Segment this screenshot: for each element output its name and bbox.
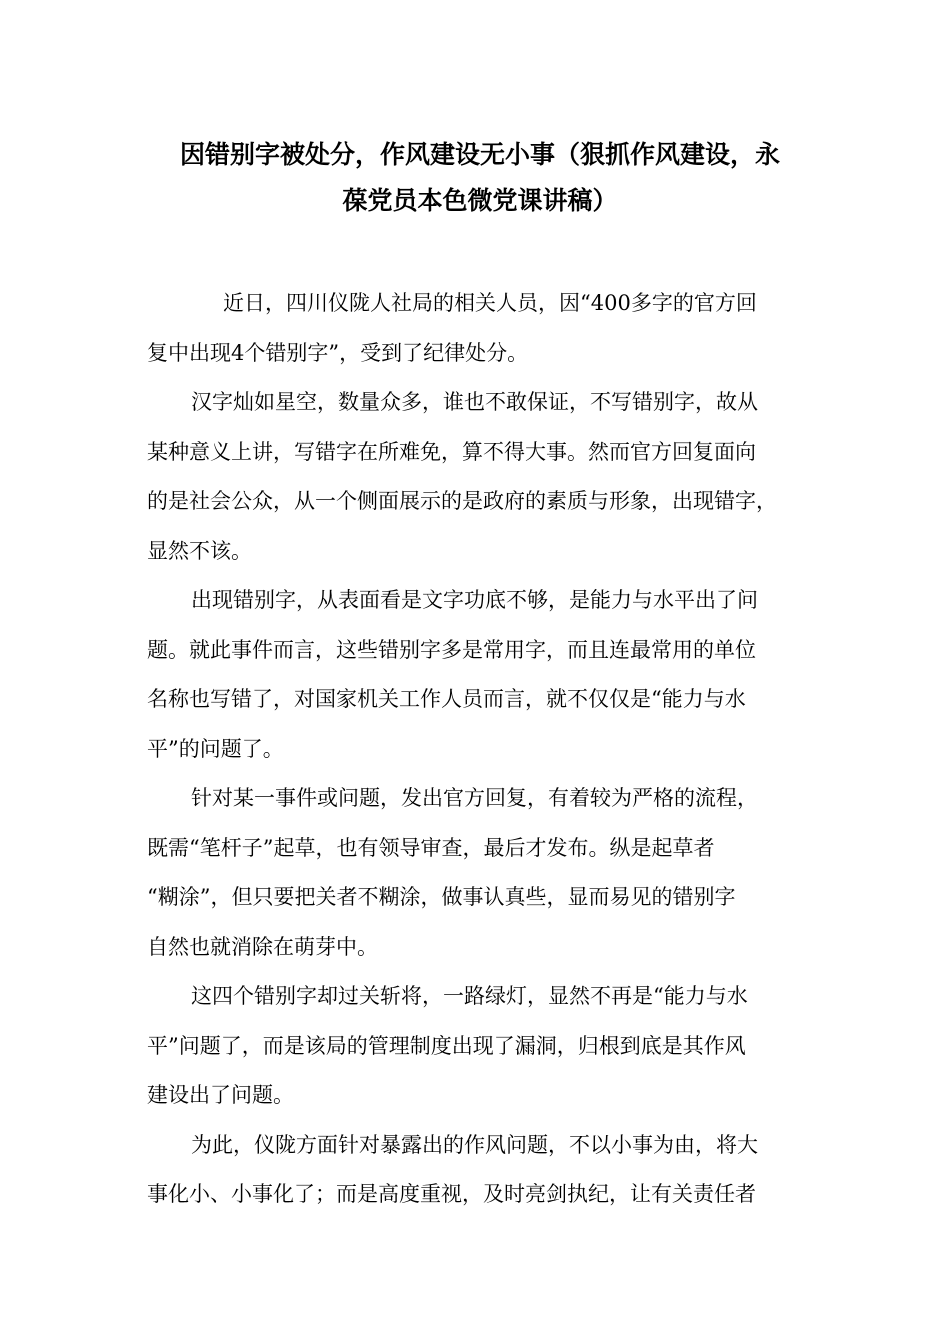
paragraph-line: 这四个错别字却过关斩将，一路绿灯，显然不再是“能力与水 (191, 984, 748, 1008)
paragraph-line: 出现错别字，从表面看是文字功底不够，是能力与水平出了问 (191, 588, 758, 612)
paragraph-2 (147, 378, 807, 576)
paragraph-line: 建设出了问题。 (147, 1083, 294, 1107)
paragraph-line: 近日，四川仪陇人社局的相关人员，因“400多字的官方回 (223, 291, 757, 315)
paragraph-line: 复中出现4个错别字”，受到了纪律处分。 (147, 340, 529, 365)
paragraph-line: 汉字灿如星空，数量众多，谁也不敢保证，不写错别字，故从 (191, 390, 758, 414)
paragraph-4 (147, 774, 807, 972)
document-title (150, 132, 810, 224)
paragraph-line: 某种意义上讲，写错字在所难免，算不得大事。然而官方回复面向 (147, 439, 756, 464)
paragraph-line: 平”问题了，而是该局的管理制度出现了漏洞，归根到底是其作风 (147, 1033, 746, 1058)
paragraph-line: 名称也写错了，对国家机关工作人员而言，就不仅仅是“能力与水 (147, 687, 746, 711)
paragraph-line: 事化小、小事化了；而是高度重视，及时亮剑执纪，让有关责任者 (147, 1182, 756, 1206)
paragraph-line: 为此，仪陇方面针对暴露出的作风问题，不以小事为由，将大 (191, 1132, 758, 1157)
paragraph-line: 平”的问题了。 (147, 736, 284, 761)
paragraph-line: 题。就此事件而言，这些错别字多是常用字，而且连最常用的单位 (147, 637, 756, 662)
paragraph-3 (147, 576, 807, 774)
document-body (147, 279, 807, 1220)
paragraph-1 (147, 279, 807, 378)
paragraph-line: 自然也就消除在萌芽中。 (147, 934, 378, 959)
title-line: 因错别字被处分，作风建设无小事（狠抓作风建设，永 (179, 140, 780, 169)
paragraph-line: 显然不该。 (147, 538, 252, 563)
paragraph-5 (147, 972, 807, 1121)
paragraph-line: “糊涂”，但只要把关者不糊涂，做事认真些，显而易见的错别字 (147, 885, 736, 909)
title-line: 葆党员本色微党课讲稿） (342, 186, 618, 215)
paragraph-6 (147, 1121, 807, 1220)
paragraph-line: 针对某一事件或问题，发出官方回复，有着较为严格的流程， (191, 786, 758, 810)
paragraph-line: 的是社会公众，从一个侧面展示的是政府的素质与形象，出现错字， (147, 489, 777, 513)
paragraph-line: 既需“笔杆子”起草，也有领导审查，最后才发布。纵是起草者 (147, 835, 715, 860)
